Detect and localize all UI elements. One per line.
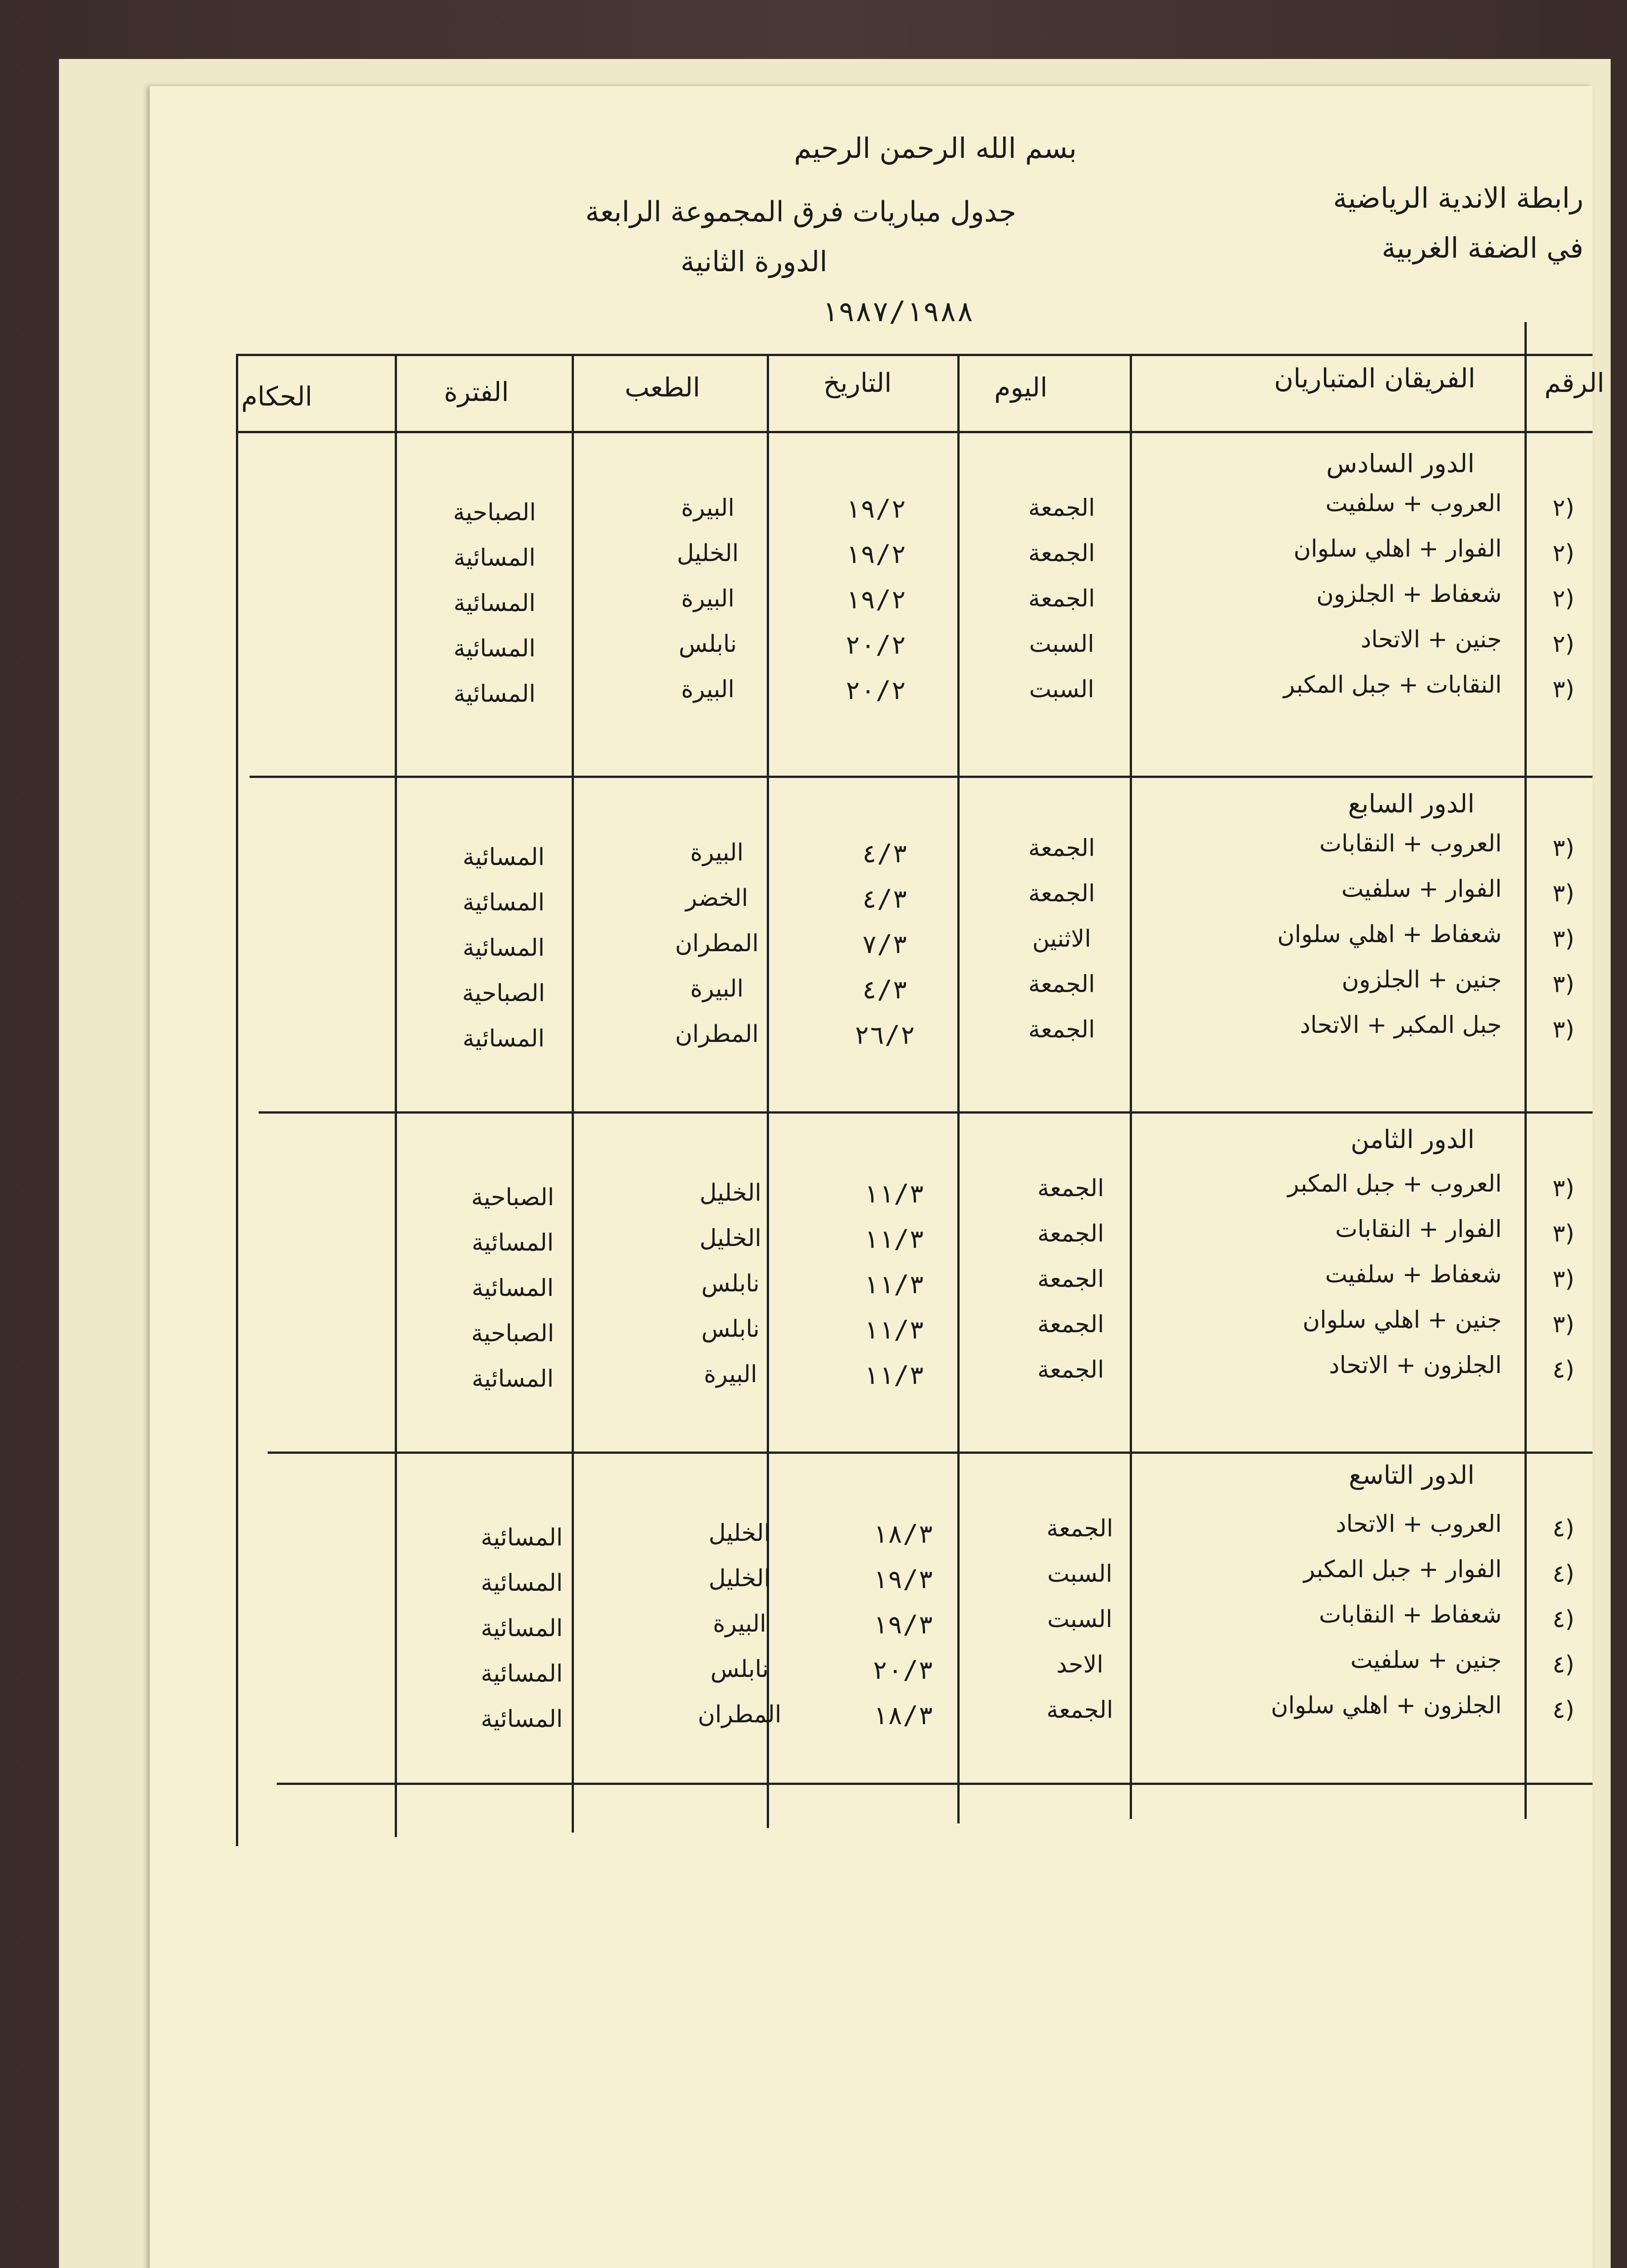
match-teams: الجلزون + اهلي سلوان [1271, 1692, 1502, 1719]
match-teams: الفوار + جبل المكبر [1304, 1556, 1502, 1583]
match-period: المسائية [462, 934, 545, 962]
section-title: الدور السابع [1348, 789, 1475, 819]
match-venue: البيرة [681, 494, 735, 522]
match-venue: الخليل [676, 540, 739, 567]
match-number: ٤) [1552, 1356, 1574, 1383]
match-period: المسائية [480, 1706, 563, 1733]
section-title: الدور التاسع [1348, 1461, 1475, 1490]
match-venue: الخليل [699, 1225, 762, 1252]
match-date: ٢٦/٢ [854, 1021, 916, 1050]
match-period: المسائية [453, 635, 536, 662]
match-date: ١٩/٢ [845, 494, 907, 524]
match-venue: نابلس [701, 1315, 760, 1343]
col-header-day: اليوم [994, 372, 1048, 403]
match-period: المسائية [480, 1524, 563, 1551]
match-date: ١٨/٣ [872, 1520, 934, 1549]
match-number: ٢) [1552, 585, 1574, 612]
match-venue: الخليل [708, 1565, 771, 1592]
match-teams: العروب + سلفيت [1325, 490, 1502, 517]
match-day: السبت [1029, 631, 1094, 658]
match-day: الجمعة [1046, 1696, 1113, 1724]
match-number: ٤) [1552, 1606, 1574, 1633]
col-header-number: الرقم [1544, 367, 1605, 398]
match-date: ٢٠/٢ [845, 631, 907, 660]
match-day: الجمعة [1028, 1016, 1095, 1043]
col-header-referees: الحكام [241, 381, 313, 412]
match-date: ١٩/٢ [845, 540, 907, 569]
season-years: ١٩٨٧/١٩٨٨ [821, 295, 974, 328]
match-day: الجمعة [1037, 1266, 1104, 1293]
match-period: المسائية [462, 1025, 545, 1052]
col-line-6 [1130, 354, 1132, 1819]
match-venue: المطران [675, 1021, 759, 1048]
match-day: الجمعة [1028, 835, 1095, 862]
match-day: السبت [1047, 1606, 1112, 1633]
match-day: الجمعة [1046, 1515, 1113, 1542]
match-date: ١٩/٣ [872, 1610, 934, 1640]
match-number: ٣) [1552, 676, 1574, 703]
match-date: ٤/٣ [862, 975, 908, 1005]
match-venue: البيرة [713, 1610, 766, 1637]
match-number: ٣) [1552, 1016, 1574, 1043]
match-teams: العروب + الاتحاد [1336, 1510, 1502, 1538]
match-date: ٤/٣ [862, 839, 908, 869]
match-venue: الخليل [708, 1520, 771, 1547]
match-period: الصباحية [462, 980, 545, 1007]
org-name-line2: في الضفة الغربية [1382, 231, 1583, 264]
match-period: المسائية [462, 844, 545, 871]
match-number: ٣) [1552, 1266, 1574, 1293]
match-number: ٣) [1552, 925, 1574, 953]
col-header-date: التاريخ [823, 367, 892, 398]
match-period: الصباحية [453, 499, 536, 526]
match-period: المسائية [471, 1229, 554, 1256]
match-venue: الخليل [699, 1179, 762, 1207]
match-venue: البيرة [690, 975, 744, 1002]
match-teams: جنين + الجلزون [1342, 966, 1502, 993]
match-teams: النقابات + جبل المكبر [1283, 671, 1502, 699]
match-date: ١١/٣ [863, 1315, 925, 1345]
col-header-period: الفترة [444, 376, 509, 407]
match-number: ٢) [1552, 631, 1574, 658]
match-date: ٢٠/٣ [872, 1656, 934, 1685]
match-number: ٣) [1552, 971, 1574, 998]
match-day: الجمعة [1028, 971, 1095, 998]
header-bottom-line [236, 431, 1593, 433]
match-period: الصباحية [471, 1320, 554, 1347]
schedule-page [150, 86, 1605, 2268]
match-day: الجمعة [1028, 494, 1095, 522]
match-date: ١٨/٣ [872, 1701, 934, 1730]
match-date: ١٩/٣ [872, 1565, 934, 1594]
match-number: ٤) [1552, 1515, 1574, 1542]
match-date: ١١/٣ [863, 1361, 925, 1390]
match-teams: الفوار + اهلي سلوان [1294, 535, 1502, 562]
match-day: الجمعة [1037, 1175, 1104, 1202]
match-date: ١١/٣ [863, 1179, 925, 1209]
match-venue: البيرة [681, 585, 735, 612]
section-title: الدور السادس [1326, 449, 1475, 479]
col-header-venue: الطعب [624, 372, 701, 403]
section-divider-2 [259, 1111, 1593, 1114]
match-period: المسائية [480, 1615, 563, 1642]
match-day: الجمعة [1028, 540, 1095, 567]
match-teams: جنين + سلفيت [1350, 1647, 1502, 1674]
col-line-2 [395, 354, 397, 1837]
match-period: المسائية [453, 590, 536, 617]
match-venue: الخضر [686, 885, 748, 912]
match-date: ٧/٣ [862, 930, 908, 959]
match-teams: جنين + الاتحاد [1361, 626, 1502, 653]
match-venue: البيرة [681, 676, 735, 703]
col-line-4 [767, 354, 769, 1828]
match-day: السبت [1047, 1560, 1112, 1588]
match-teams: الفوار + النقابات [1335, 1216, 1502, 1243]
match-teams: الجلزون + الاتحاد [1329, 1352, 1502, 1379]
match-teams: شعفاط + الجلزون [1316, 581, 1502, 608]
schedule-subtitle: الدورة الثانية [681, 245, 828, 278]
match-venue: نابلس [678, 631, 737, 658]
match-period: المسائية [480, 1660, 563, 1687]
match-date: ١٩/٢ [845, 585, 907, 615]
match-day: الجمعة [1028, 880, 1095, 907]
match-teams: الفوار + سلفيت [1341, 875, 1502, 903]
match-venue: المطران [697, 1701, 782, 1728]
match-period: المسائية [453, 544, 536, 572]
match-teams: العروب + جبل المكبر [1288, 1170, 1502, 1198]
table-top-line [236, 354, 1593, 356]
org-name-line1: رابطة الاندية الرياضية [1333, 181, 1583, 215]
match-date: ١١/٣ [863, 1270, 925, 1300]
match-day: الجمعة [1037, 1311, 1104, 1338]
match-day: الاحد [1056, 1651, 1103, 1678]
match-number: ٣) [1552, 1175, 1574, 1202]
match-number: ٤) [1552, 1560, 1574, 1588]
match-venue: المطران [675, 930, 759, 957]
match-period: الصباحية [471, 1184, 554, 1211]
match-date: ٢٠/٢ [845, 676, 907, 705]
match-teams: العروب + النقابات [1319, 830, 1502, 857]
col-header-teams: الفريقان المتباريان [1274, 363, 1475, 394]
match-number: ٣) [1552, 1311, 1574, 1338]
match-number: ٢) [1552, 494, 1574, 522]
match-teams: جنين + اهلي سلوان [1303, 1306, 1502, 1334]
col-line-1 [236, 354, 238, 1846]
match-number: ٣) [1552, 835, 1574, 862]
match-venue: نابلس [701, 1270, 760, 1297]
match-period: المسائية [453, 680, 536, 708]
match-number: ٣) [1552, 1220, 1574, 1247]
match-day: الجمعة [1037, 1220, 1104, 1247]
match-teams: جبل المكبر + الاتحاد [1300, 1012, 1502, 1039]
match-number: ٣) [1552, 880, 1574, 907]
col-line-3 [572, 354, 574, 1833]
match-period: المسائية [471, 1365, 554, 1393]
match-teams: شعفاط + سلفيت [1325, 1261, 1502, 1288]
match-period: المسائية [471, 1275, 554, 1302]
match-teams: شعفاط + النقابات [1319, 1601, 1502, 1628]
table-bottom-line [277, 1783, 1593, 1785]
match-day: الجمعة [1037, 1356, 1104, 1383]
match-teams: شعفاط + اهلي سلوان [1277, 921, 1502, 948]
match-day: السبت [1029, 676, 1094, 703]
section-divider-3 [268, 1452, 1593, 1454]
match-number: ٤) [1552, 1651, 1574, 1678]
basmala: بسم الله الرحمن الرحيم [794, 132, 1077, 165]
match-date: ٤/٣ [862, 885, 908, 914]
match-venue: نابلس [710, 1656, 769, 1683]
match-period: المسائية [462, 889, 545, 916]
match-day: الاثنين [1032, 925, 1091, 953]
col-line-7 [1524, 322, 1527, 1819]
section-title: الدور الثامن [1350, 1125, 1475, 1154]
section-divider-1 [250, 776, 1593, 778]
match-number: ٤) [1552, 1696, 1574, 1724]
schedule-title: جدول مباريات فرق المجموعة الرابعة [585, 195, 1016, 228]
match-day: الجمعة [1028, 585, 1095, 612]
match-date: ١١/٣ [863, 1225, 925, 1254]
match-period: المسائية [480, 1569, 563, 1597]
col-line-5 [957, 354, 960, 1823]
match-venue: البيرة [704, 1361, 757, 1388]
match-venue: البيرة [690, 839, 744, 866]
match-number: ٢) [1552, 540, 1574, 567]
